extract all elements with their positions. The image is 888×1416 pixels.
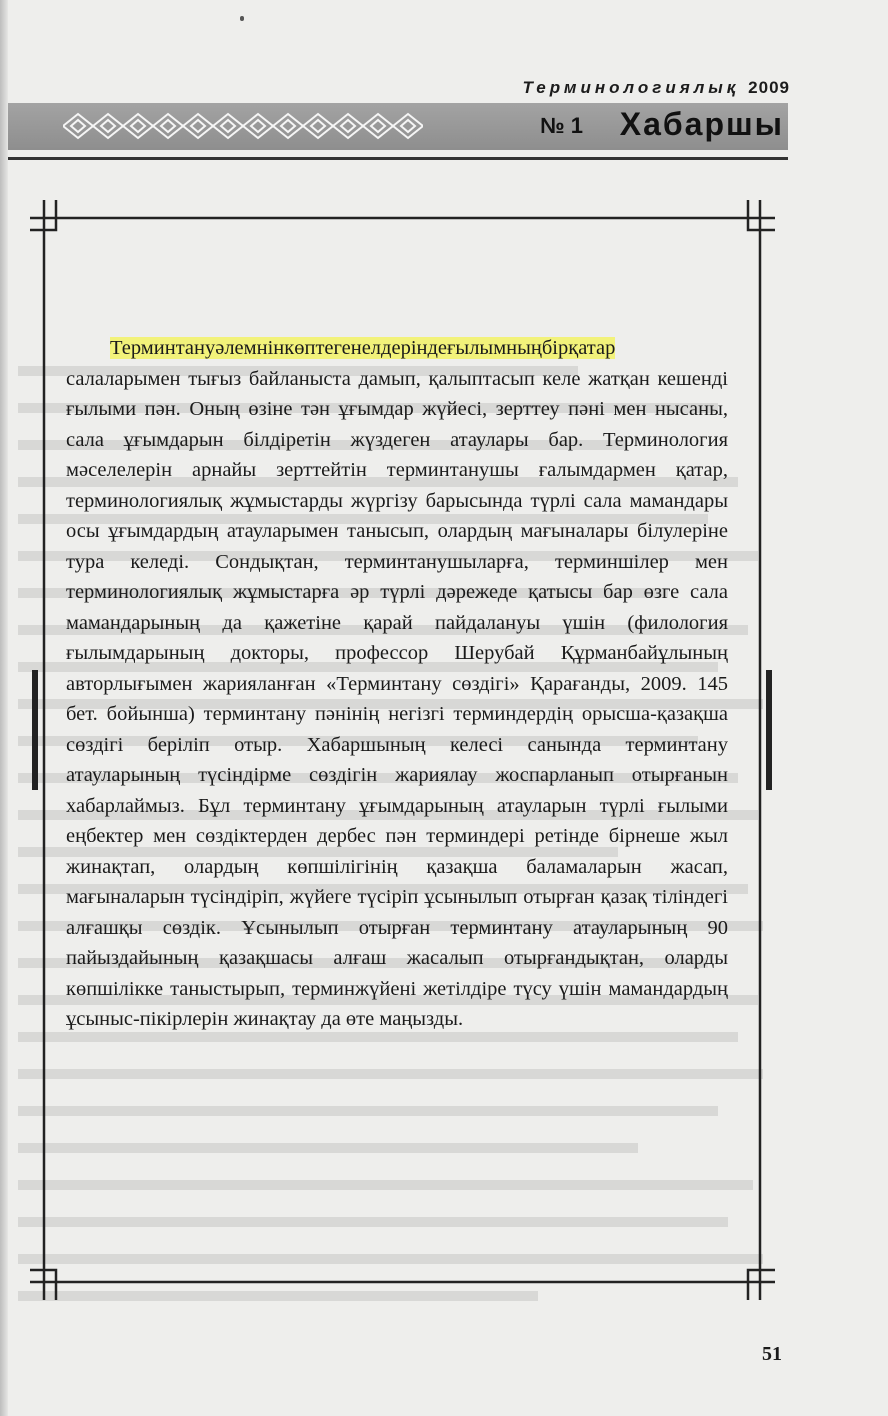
paragraph [66,333,728,1035]
scan-speck [240,16,244,21]
article-text [66,333,728,1035]
header-band [8,103,788,150]
header-rule [8,157,788,160]
journal-name-line [523,78,790,98]
paragraph-body: салаларымен тығыз байланыста дамып, қалыптасып келе жатқан кешенді ғылыми пән. Оның өзіне тән ұғымдар жүйесі, зерттеу пәні мен нысаны, сала ұғымдарын білдіретін жүздеген атаулары бар. Терминология мәселелерін арнайы зерттейтін терминтанушы ғалымдармен қатар, терминологиялық жұмыстарды жүргізу барысында түрлі сала мамандары осы ұғымдардың атауларымен танысып, олардың мағыналары білулеріне тура келеді. Сондықтан, терминтанушыларға, терминшілер мен терминологиялық жұмыстарға әр түрлі дәрежеде қатысы бар өзге сала мамандарының да қажетіне қарай пайдалануы үшін (филология ғылымдарының докторы, профессор Шерубай Құрманбайұлының авторлығымен жарияланған «Терминтану сөздігі» Қарағанды, 2009. 145 бет. бойынша) терминтану пәнінің негізгі терминдердің орысша-қазақша сөздігі беріліп отыр. Хабаршының келесі санында терминтану атауларының түсіндірме сөздігін жариялау жоспарланып отырғанын хабарлаймыз. Бұл терминтану ұғымдарының атауларын түрлі ғылыми еңбектер мен сөздіктерден дербес пән терминдері ретінде бірнеше жыл жинақтап, олардың көпшілігінің қазақша баламаларын жасап, мағыналарын түсіндіріп, жүйеге түсіріп ұсынылып отырған қазақ тіліндегі алғашқы сөздік. Ұсынылып отырған терминтану атауларының 90 пайыздайының қазақшасы алғаш жасалып отырғандықтан, оларды көпшілікке таныстырып, терминжүйені жетілдіре түсу үшін мамандардың ұсыныс-пікірлерін жинақтау да өте маңызды. [66,367,728,1030]
journal-year: 2009 [748,78,790,97]
page-edge [0,0,8,1416]
journal-name: Терминологиялық [522,78,740,97]
highlighted-line: Терминтануәлемнінкөптегенелдеріндеғылымныңбірқатар [110,337,616,359]
ornament-icon [63,111,423,141]
page-number: 51 [762,1343,782,1365]
issue-number: № 1 [540,113,583,138]
bulletin-title: Хабаршы [619,106,784,142]
